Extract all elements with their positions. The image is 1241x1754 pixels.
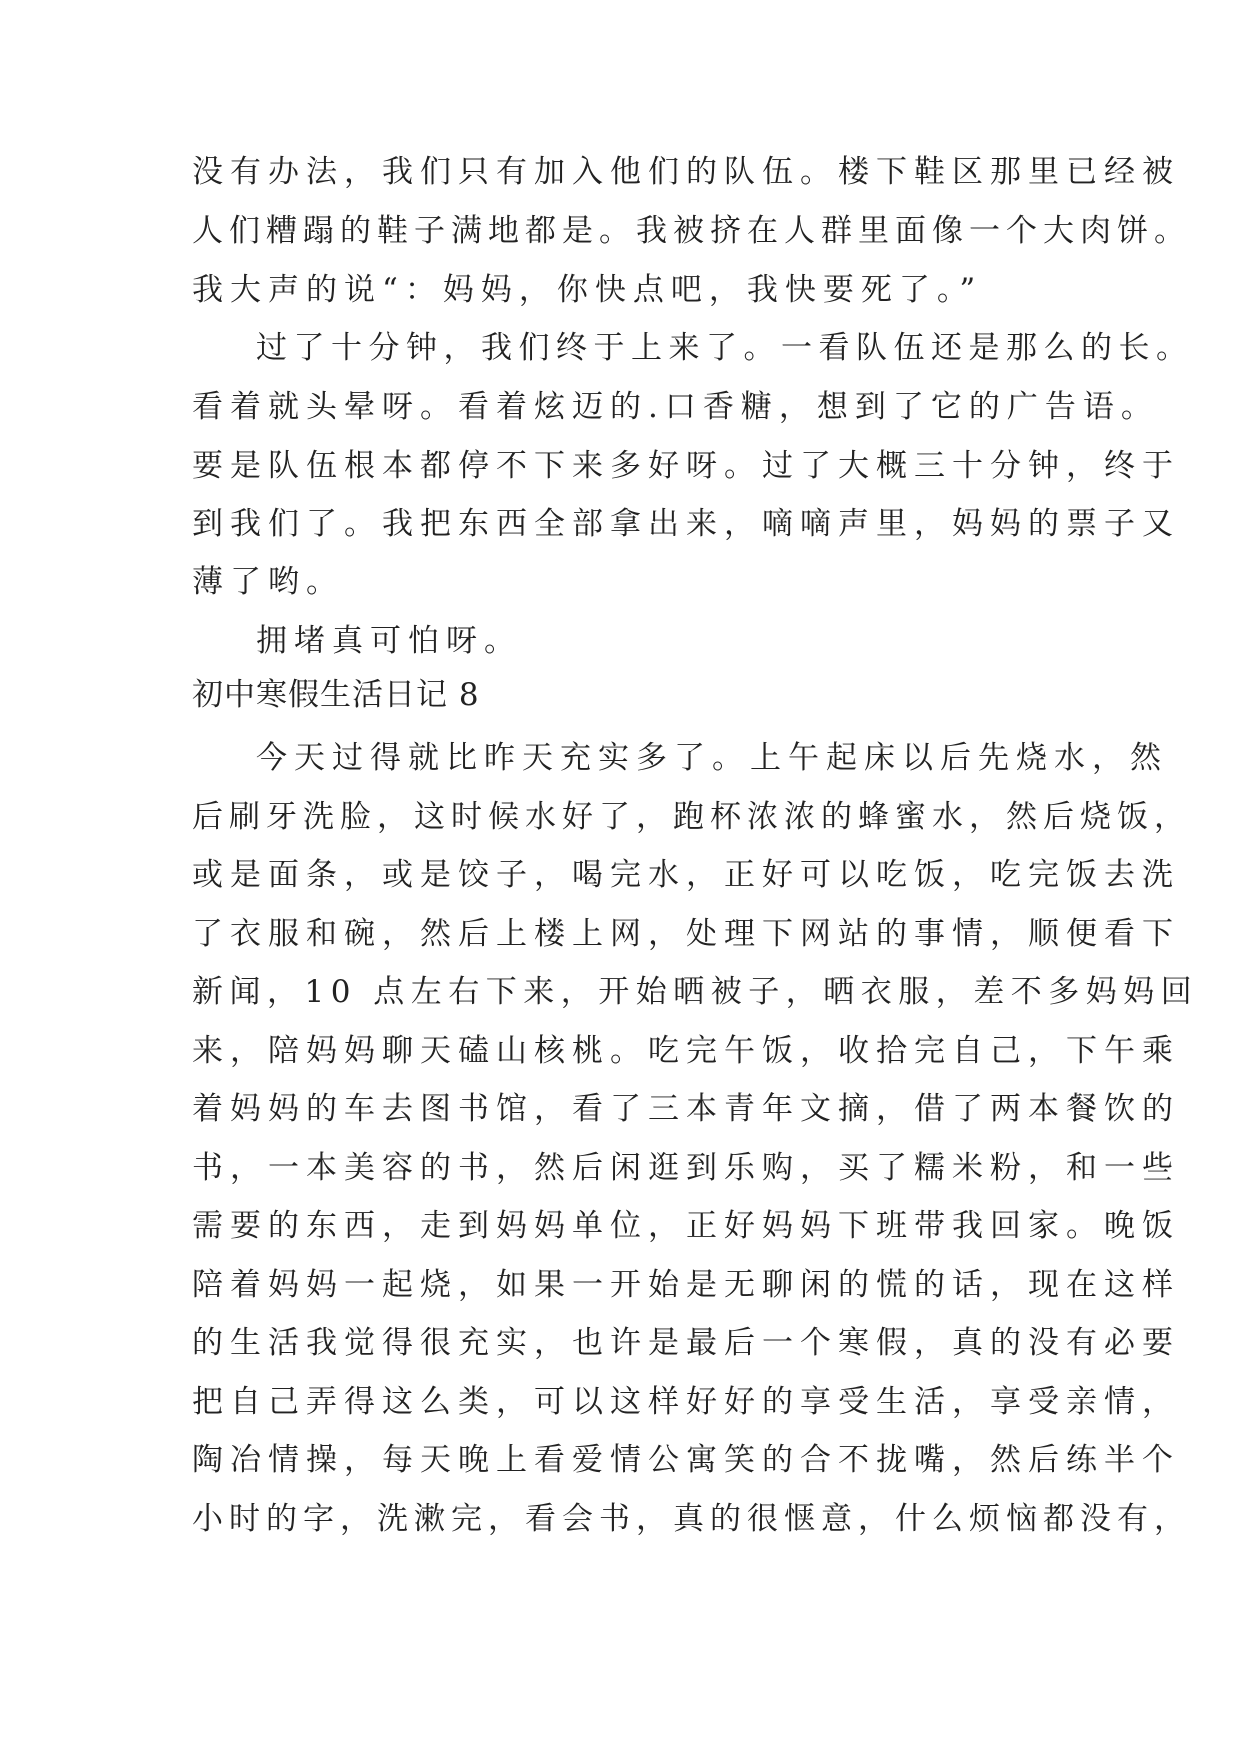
- body-text-line: 陪着妈妈一起烧，如果一开始是无聊闲的慌的话，现在这样: [192, 1267, 1180, 1303]
- body-text-line: 把自己弄得这么类，可以这样好好的享受生活，享受亲情，: [192, 1384, 1180, 1420]
- body-text-line: 要是队伍根本都停不下来多好呀。过了大概三十分钟，终于: [192, 448, 1180, 484]
- body-text-line: 我大声的说“：妈妈，你快点吧，我快要死了。”: [192, 272, 983, 308]
- body-text-line: 需要的东西，走到妈妈单位，正好妈妈下班带我回家。晚饭: [192, 1208, 1180, 1244]
- paragraph-first-line: 过了十分钟，我们终于上来了。一看队伍还是那么的长。: [256, 330, 1194, 366]
- paragraph-first-line: 拥堵真可怕呀。: [256, 623, 522, 659]
- body-text-line: 后刷牙洗脸，这时候水好了，跑杯浓浓的蜂蜜水，然后烧饭，: [192, 799, 1191, 835]
- paragraph-first-line: 今天过得就比昨天充实多了。上午起床以后先烧水，然: [256, 740, 1168, 776]
- section-heading: 初中寒假生活日记 8: [192, 677, 480, 713]
- body-text-line: 或是面条，或是饺子，喝完水，正好可以吃饭，吃完饭去洗: [192, 857, 1180, 893]
- body-text-line: 薄了哟。: [192, 564, 344, 600]
- body-text-line: 没有办法，我们只有加入他们的队伍。楼下鞋区那里已经被: [192, 154, 1180, 190]
- body-text-line: 小时的字，洗漱完，看会书，真的很惬意，什么烦恼都没有，: [192, 1501, 1191, 1537]
- body-text-line: 来，陪妈妈聊天磕山核桃。吃完午饭，收拾完自己，下午乘: [192, 1033, 1180, 1069]
- body-text-line: 着妈妈的车去图书馆，看了三本青年文摘，借了两本餐饮的: [192, 1091, 1180, 1127]
- body-text-line: 看着就头晕呀。看着炫迈的.口香糖，想到了它的广告语。: [192, 389, 1159, 425]
- body-text-line: 新闻，10 点左右下来，开始晒被子，晒衣服，差不多妈妈回: [192, 974, 1199, 1010]
- body-text-line: 人们糟蹋的鞋子满地都是。我被挤在人群里面像一个大肉饼。: [192, 213, 1191, 249]
- body-text-line: 了衣服和碗，然后上楼上网，处理下网站的事情，顺便看下: [192, 916, 1180, 952]
- body-text-line: 书，一本美容的书，然后闲逛到乐购，买了糯米粉，和一些: [192, 1150, 1180, 1186]
- body-text-line: 陶冶情操，每天晚上看爱情公寓笑的合不拢嘴，然后练半个: [192, 1442, 1180, 1478]
- body-text-line: 的生活我觉得很充实，也许是最后一个寒假，真的没有必要: [192, 1325, 1180, 1361]
- body-text-line: 到我们了。我把东西全部拿出来，嘀嘀声里，妈妈的票子又: [192, 506, 1180, 542]
